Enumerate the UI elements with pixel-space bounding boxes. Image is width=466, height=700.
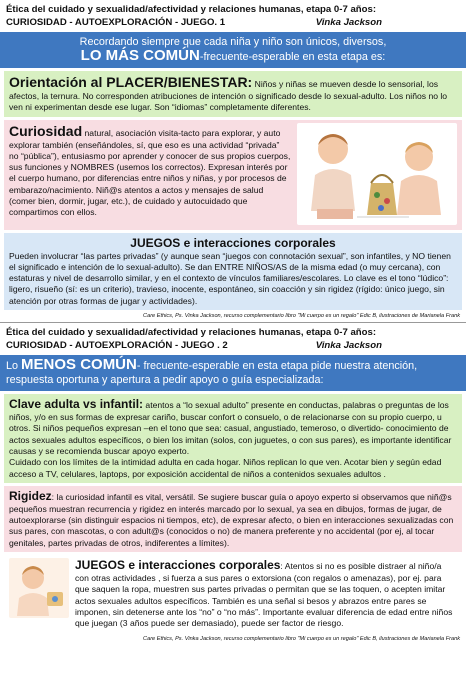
orientacion-text: Niños y niñas se mueven desde lo sensorial, los afectos, la ternura. No corresponden atribuciones de intención o significado desde lo sexual-adulto. Los niños no lo ven ni experimentan desde ese lugar. Son “idiomas” completamente diferentes.	[9, 79, 448, 113]
subtitle-2: CURIOSIDAD - AUTOEXPLORACIÓN - JUEGO . 2	[6, 340, 228, 352]
clave-text-2: Cuidado con los límites de la intimidad adulta en cada hogar. Niños replican lo que ven. Acotar bien y según edad acceso a TV, celulares, laptops, por exposición accidental de niños a contenidos sexuales adultos .	[9, 457, 442, 479]
juegos-text-1: Pueden involucrar “las partes privadas” (y aunque sean “juegos con connotación sexual”, son infantiles, y NO tienen el significado e intención de lo sexual-adulto). Se dan ENTRE NIÑOS/AS de la misma edad (o muy cercana), con estaturas y nivel de desarrollo similar, y en el contexto de vínculos familiares/escolares. Lo clave es el tono “lúdico”: ligero, risueño (sí: es un criterio), travieso, inocente, espontáneo, sin coacción y sin rigidez (rígido: único juego, sin atención por otras formas de jugar y actividades).	[9, 250, 451, 306]
subtitle-1: CURIOSIDAD - AUTOEXPLORACIÓN - JUEGO. 1	[6, 17, 226, 28]
band-rest-2: - frecuente-esperable en esta etapa pide nuestra atención, respuesta oportuna y apertura a pedir apoyo o guía especializada:	[6, 360, 418, 387]
children-illustration	[297, 123, 457, 225]
band-lo-2: Lo	[6, 360, 22, 373]
juegos-heading-2: JUEGOS e interacciones corporales	[75, 558, 281, 573]
rigidez-box	[4, 486, 462, 552]
band-line1: Recordando siempre que cada niña y niño son únicos, diversos,	[79, 36, 387, 48]
rigidez-text: : la curiosidad infantil es vital, versátil. Se sugiere buscar guía o apoyo experto si observamos que niñ@s pequeños muestran recurrencia y rigidez en interés marcado por lo sexual, ya sea en dibujos, formas de jugar, de autoexplorarse (sin distinguir espacios ni tiempos, etc), de expresar afecto, o bien en interacciones sexualizadas con sus pares, con mascotas, o con adult@s (conocidos o no) de manera preferente y no accidental (por ej, al tocar genitales, partes privadas de otros, indiferentes a límites).	[9, 491, 454, 548]
rigidez-heading: Rigidez	[9, 488, 52, 503]
clave-heading: Clave adulta vs infantil:	[9, 397, 144, 412]
curiosidad-heading: Curiosidad	[9, 122, 83, 139]
header-1	[0, 0, 466, 29]
clave-text: atentos a “lo sexual adulto” presente en conductas, palabras o preguntas de los niños, y/o en sus formas de expresar cariño, buscar confort o consuelo, o de relacionarse con su propio cuerpo, u otros. Si niños pequeños expresan –en el tono que sea: casual, angustiado, temeroso, o divertido- conocimiento de actos sexuales adultos específicos, o bien los imitan (solos, con juguetes, o con sus pares), es importante identificar causas y se recomienda buscar apoyo experto.	[9, 400, 452, 456]
child-illustration	[9, 558, 69, 618]
header-2	[0, 323, 466, 352]
orientacion-box	[4, 71, 462, 117]
orientacion-heading: Orientación al PLACER/BIENESTAR:	[9, 74, 253, 90]
band-big-2: MENOS COMÚN	[21, 356, 137, 374]
clave-box	[4, 394, 462, 483]
juegos-box-1	[4, 233, 462, 310]
title-1: Ética del cuidado y sexualidad/afectividad y relaciones humanas, etapa 0-7 años:	[6, 4, 377, 15]
credit-1: Care Ethics, Ps. Vinka Jackson, recurso complementario libro "Mi cuerpo es un regalo" Edic B, ilustraciones de Marianela Frank	[143, 313, 460, 320]
band-rest-1: -frecuente-esperable en esta etapa es:	[199, 51, 386, 63]
title-2: Ética del cuidado y sexualidad/afectividad y relaciones humanas, etapa 0-7 años:	[6, 327, 377, 339]
intro-band-2	[0, 355, 466, 391]
juegos-heading-1: JUEGOS e interacciones corporales	[130, 235, 336, 250]
curiosidad-box	[4, 120, 462, 230]
author-1: Vinka Jackson	[315, 17, 382, 28]
band-big-1: LO MÁS COMÚN	[80, 47, 200, 64]
juegos-text-2: : Atentos si no es posible distraer al niño/a con otras actividades , si fuerza a sus pares o extorsiona (con regalos o amenazas), por ej. para que saquen la ropa, muestren sus partes privadas o permitan que se las toquen, o acepten imitar actos sexuales adultos específicos. También es una señal si besos y abrazos entre pares se imponen, sin detenerse ante los “no” o “no más”. Importante evaluar diferencia de edad entre niños que juegan (3 años puede ser demasiado), puede ser factor de riesgo.	[75, 561, 453, 629]
intro-band-1	[0, 32, 466, 68]
credit-2: Care Ethics, Ps. Vinka Jackson, recurso complementario libro "Mi cuerpo es un regalo" Edic B, ilustraciones de Marianela Frank	[143, 635, 460, 642]
author-2: Vinka Jackson	[315, 340, 382, 352]
juegos-box-2	[4, 555, 462, 632]
curiosidad-text: natural, asociación visita-tacto para explorar, y auto explorar también (enseñándoles, sí, que eso es una actividad “privada” no “pública”), entusiasmo por aprender y conocer de sus propios cuerpos, sus funciones y NOMBRES (usemos los correctos). Expresan interés por el cuerpo humano, por diferencias entre niños y niñas, y por procesos de embarazo/nacimiento. Niñ@s atentos a actos y mensajes de salud (comer bien, dormir, jugar, etc.), de cuidado y autocuidado que compartimos con ellos.	[9, 127, 291, 218]
